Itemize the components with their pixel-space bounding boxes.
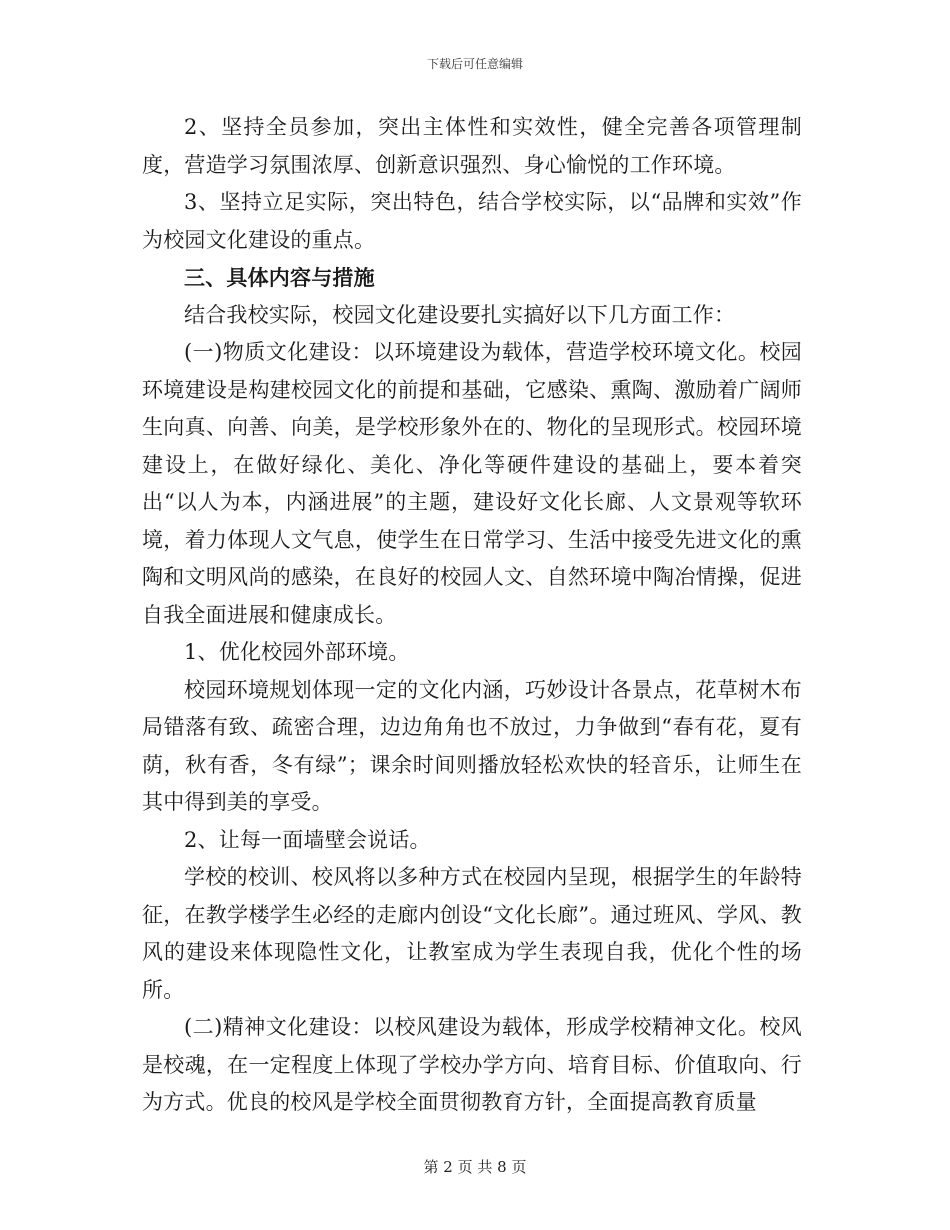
paragraph-principle-3: 3、坚持立足实际，突出特色，结合学校实际，以“品牌和实效”作为校园文化建设的重点。 — [142, 190, 802, 252]
paragraph-environment-plan: 校园环境规划体现一定的文化内涵，巧妙设计各景点，花草树木布局错落有致、疏密合理，边边角角也不放过，力争做到“春有花，夏有荫，秋有香，冬有绿”；课余时间则播放轻松欢快的轻音乐，让师生在其中得到美的享受。 — [142, 677, 802, 814]
paragraph-culture-corridor: 学校的校训、校风将以多种方式在校园内呈现，根据学生的年龄特征，在教学楼学生必经的走廊内创设“文化长廊”。通过班风、学风、教风的建设来体现隐性文化，让教室成为学生表现自我，优化个性的场所。 — [142, 865, 802, 1002]
paragraph-principle-2: 2、坚持全员参加，突出主体性和实效性，健全完善各项管理制度，营造学习氛围浓厚、创新意识强烈、身心愉悦的工作环境。 — [142, 115, 802, 177]
document-body — [142, 109, 802, 1122]
paragraph-spiritual-culture: (二)精神文化建设：以校风建设为载体，形成学校精神文化。校风是校魂，在一定程度上体现了学校办学方向、培育目标、价值取向、行为方式。优良的校风是学校全面贯彻教育方针，全面提高教育质量 — [142, 1015, 802, 1114]
subheading-walls-speak: 2、让每一面墙壁会说话。 — [184, 827, 431, 852]
paragraph-material-culture: (一)物质文化建设：以环境建设为载体，营造学校环境文化。校园环境建设是构建校园文化的前提和基础，它感染、熏陶、激励着广阔师生向真、向善、向美，是学校形象外在的、物化的呈现形式。校园环境建设上，在做好绿化、美化、净化等硬件建设的基础上，要本着突出“以人为本，内涵进展”的主题，建设好文化长廊、人文景观等软环境，着力体现人文气息，使学生在日常学习、生活中接受先进文化的熏陶和文明风尚的感染，在良好的校园人文、自然环境中陶冶情操，促进自我全面进展和健康成长。 — [142, 340, 802, 627]
page-number: 第 2 页 共 8 页 — [423, 1158, 527, 1176]
paragraph-intro: 结合我校实际，校园文化建设要扎实搞好以下几方面工作： — [184, 302, 736, 327]
page-header: 下载后可任意编辑 — [426, 57, 523, 71]
section-heading: 三、具体内容与措施 — [184, 265, 375, 290]
subheading-optimize-environment: 1、优化校园外部环境。 — [184, 640, 410, 664]
